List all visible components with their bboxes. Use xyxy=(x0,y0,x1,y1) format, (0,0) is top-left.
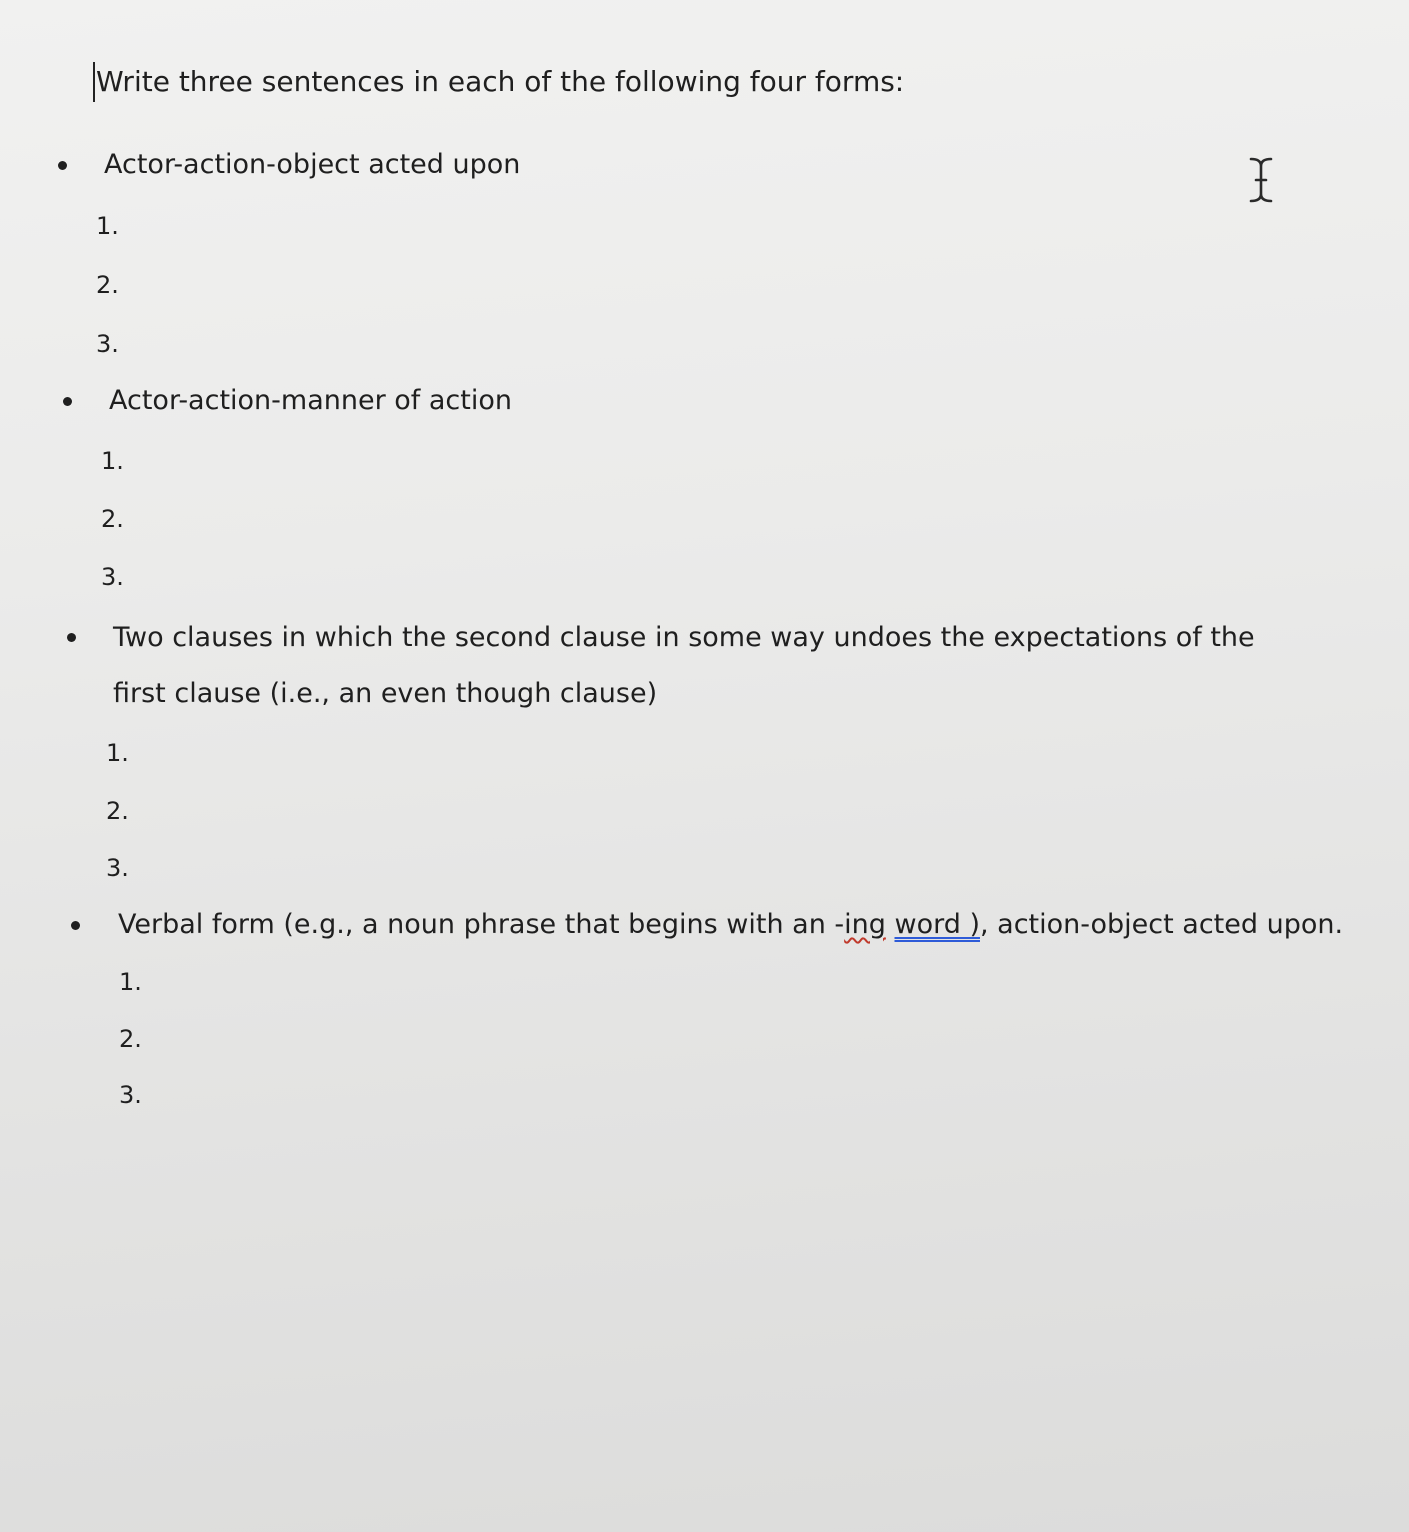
form-3-item-1[interactable]: 1. xyxy=(106,739,129,767)
form-4-item-1[interactable]: 1. xyxy=(119,968,142,996)
form-4-label-start: Verbal form (e.g., a noun phrase that begins with an - xyxy=(118,909,845,940)
form-2-item-1[interactable]: 1. xyxy=(101,447,124,475)
form-1-label[interactable]: Actor-action-object acted upon xyxy=(104,149,521,180)
instruction-text[interactable]: Write three sentences in each of the following four forms: xyxy=(96,65,905,98)
form-2-label[interactable]: Actor-action-manner of action xyxy=(109,385,512,416)
bullet-marker xyxy=(58,161,67,170)
form-4-label-space xyxy=(886,909,895,940)
form-2-item-3[interactable]: 3. xyxy=(101,563,124,591)
text-caret xyxy=(93,62,95,102)
bullet-marker xyxy=(63,397,72,406)
bullet-marker xyxy=(71,921,80,930)
form-3-label[interactable]: Two clauses in which the second clause in some way undoes the expectations of the first clause (i.e., an even though clause) xyxy=(113,622,1255,709)
form-4-label-end: , action-object acted upon. xyxy=(979,909,1344,940)
form-1-item-2[interactable]: 2. xyxy=(96,271,119,299)
form-1-item-3[interactable]: 3. xyxy=(96,330,119,358)
form-4-label[interactable] xyxy=(118,905,1343,945)
form-4-item-3[interactable]: 3. xyxy=(119,1081,142,1109)
form-2-item-2[interactable]: 2. xyxy=(101,505,124,533)
form-3-item-2[interactable]: 2. xyxy=(106,797,129,825)
grammar-flag-phrase[interactable]: word ) xyxy=(894,909,980,940)
form-3-item-3[interactable]: 3. xyxy=(106,854,129,882)
form-1-item-1[interactable]: 1. xyxy=(96,212,119,240)
spelling-error-word[interactable]: ing xyxy=(844,909,886,940)
ibeam-cursor-icon xyxy=(1244,156,1278,204)
bullet-marker xyxy=(67,633,76,642)
form-4-item-2[interactable]: 2. xyxy=(119,1025,142,1053)
